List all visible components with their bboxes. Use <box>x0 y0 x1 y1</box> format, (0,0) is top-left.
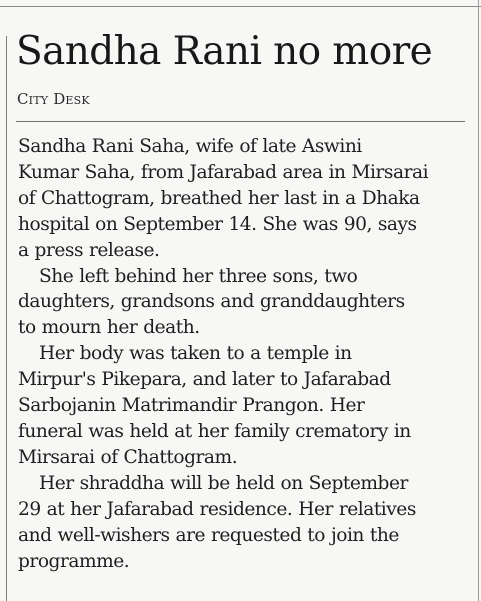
article-line: and well-wishers are requested to join the <box>18 524 399 546</box>
article-line: Mirpur's Pikepara, and later to Jafarabad <box>18 369 391 391</box>
right-column-rule <box>478 0 479 601</box>
article-line: 29 at her Jafarabad residence. Her relatives <box>18 498 416 520</box>
article-body <box>18 134 474 574</box>
article-paragraph <box>18 471 474 575</box>
article-line: Kumar Saha, from Jafarabad area in Mirsarai <box>18 161 429 183</box>
article-line: Sandha Rani Saha, wife of late Aswini <box>18 136 362 157</box>
article-line: Her shraddha will be held on September <box>39 472 408 494</box>
article-line: Mirsarai of Chattogram. <box>18 446 238 468</box>
left-column-rule <box>6 36 7 601</box>
article-paragraph <box>18 264 474 342</box>
article-line: She left behind her three sons, two <box>39 265 358 287</box>
top-border-rule <box>0 6 481 7</box>
article-paragraph <box>18 341 474 471</box>
article-paragraph <box>18 134 474 264</box>
article-line: funeral was held at her family crematory in <box>18 420 411 442</box>
headline: Sandha Rani no more <box>16 29 433 74</box>
article-line: Her body was taken to a temple in <box>39 343 352 365</box>
article-line: programme. <box>18 550 130 572</box>
article-line: to mourn her death. <box>18 317 200 339</box>
article-line: hospital on September 14. She was 90, says <box>18 213 417 235</box>
article-line: a press release. <box>18 239 160 261</box>
byline: City Desk <box>17 90 90 108</box>
article-line: Sarbojanin Matrimandir Prangon. Her <box>18 395 365 417</box>
article-line: of Chattogram, breathed her last in a Dhaka <box>18 187 420 209</box>
byline-rule <box>16 121 465 122</box>
article-line: daughters, grandsons and granddaughters <box>18 291 405 313</box>
